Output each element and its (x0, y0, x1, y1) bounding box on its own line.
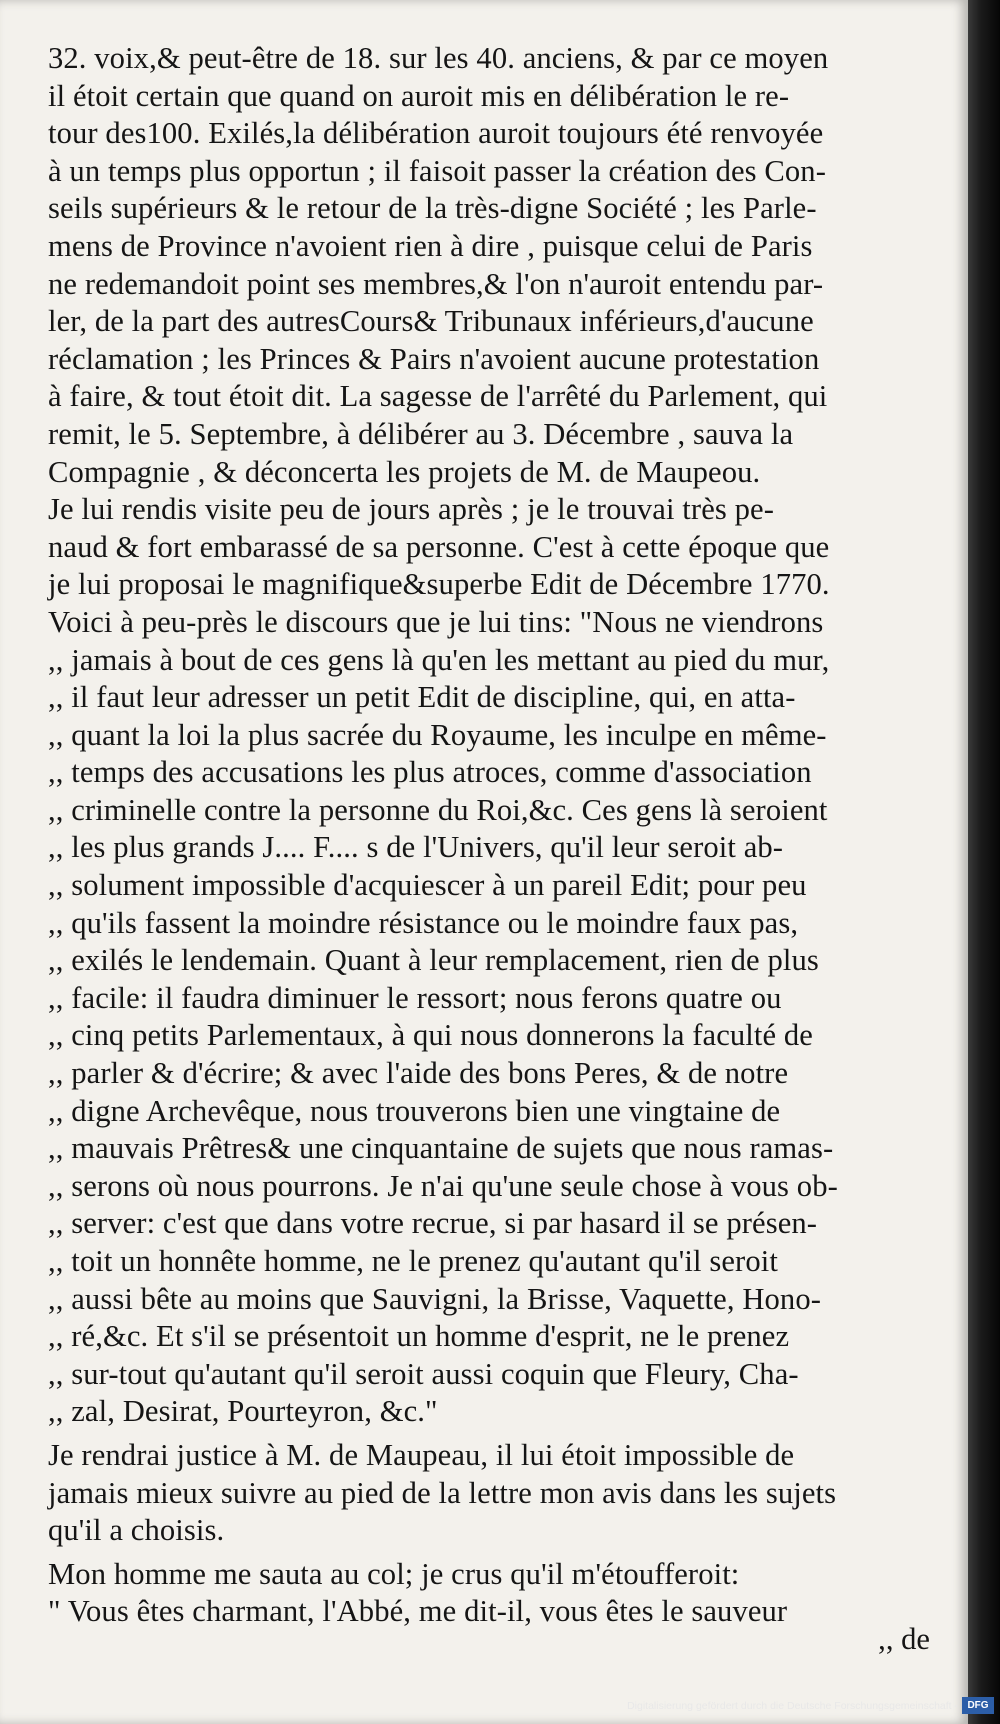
text-line: ,, exilés le lendemain. Quant à leur remplacement, rien de plus (48, 943, 819, 978)
text-line: ,, criminelle contre la personne du Roi,&c. Ces gens là seroient (48, 792, 828, 827)
text-line: qu'il a choisis. (48, 1513, 225, 1548)
text-line: seils supérieurs & le retour de la très-digne Société ; les Parle- (48, 191, 817, 226)
text-line: ,, qu'ils fassent la moindre résistance ou le moindre faux pas, (48, 905, 799, 940)
text-line: jamais mieux suivre au pied de la lettre mon avis dans les sujets (48, 1475, 837, 1510)
text-line: naud & fort embarassé de sa personne. C'est à cette époque que (48, 529, 830, 564)
text-line: ,, zal, Desirat, Pourteyron, &c." (48, 1394, 438, 1429)
text-line: ler, de la part des autresCours& Tribunaux inférieurs,d'aucune (48, 304, 814, 339)
text-line: " Vous êtes charmant, l'Abbé, me dit-il, vous êtes le sauveur (48, 1594, 788, 1629)
text-line: ,, ré,&c. Et s'il se présentoit un homme d'esprit, ne le prenez (48, 1319, 790, 1354)
text-line: ,, solument impossible d'acquiescer à un pareil Edit; pour peu (48, 868, 807, 903)
page-body-text (48, 40, 960, 1631)
text-line: ,, mauvais Prêtres& une cinquantaine de sujets que nous ramas- (48, 1131, 834, 1166)
funding-credit: Digitalisierung gefördert durch die Deutsche Forschungsgemeinschaft - (627, 1700, 958, 1712)
text-line: à faire, & tout étoit dit. La sagesse de l'arrêté du Parlement, qui (48, 379, 828, 414)
text-line: mens de Province n'avoient rien à dire , puisque celui de Paris (48, 228, 813, 263)
text-line: ,, jamais à bout de ces gens là qu'en les mettant au pied du mur, (48, 642, 830, 677)
text-line: Je rendrai justice à M. de Maupeau, il lui étoit impossible de (48, 1437, 795, 1472)
text-line: tour des100. Exilés,la délibération auroit toujours été renvoyée (48, 116, 824, 151)
page-edge-shadow (968, 0, 1000, 1724)
text-line: il étoit certain que quand on auroit mis en délibération le re- (48, 78, 790, 113)
text-line: ,, server: c'est que dans votre recrue, si par hasard il se présen- (48, 1206, 818, 1241)
text-line: réclamation ; les Princes & Pairs n'avoient aucune protestation (48, 341, 820, 376)
text-line: ,, digne Archevêque, nous trouverons bien une vingtaine de (48, 1093, 781, 1128)
text-line: ,, il faut leur adresser un petit Edit de discipline, qui, en atta- (48, 680, 796, 715)
text-line: 32. voix,& peut-être de 18. sur les 40. anciens, & par ce moyen (48, 41, 829, 75)
text-line: ,, les plus grands J.... F.... s de l'Univers, qu'il leur seroit ab- (48, 830, 784, 865)
text-line: ,, sur-tout qu'autant qu'il seroit aussi coquin que Fleury, Cha- (48, 1356, 799, 1391)
digitization-footer (0, 1688, 1000, 1724)
text-line: ,, serons où nous pourrons. Je n'ai qu'une seule chose à vous ob- (48, 1168, 838, 1203)
text-line: à un temps plus opportun ; il faisoit passer la création des Con- (48, 153, 826, 188)
text-line: Mon homme me sauta au col; je crus qu'il m'étoufferoit: (48, 1556, 740, 1591)
text-line: ,, aussi bête au moins que Sauvigni, la Brisse, Vaquette, Hono- (48, 1281, 822, 1316)
text-line: ,, temps des accusations les plus atroces, comme d'association (48, 755, 812, 790)
text-line: remit, le 5. Septembre, à délibérer au 3. Décembre , sauva la (48, 416, 794, 451)
text-line: ,, quant la loi la plus sacrée du Royaume, les inculpe en même- (48, 717, 827, 752)
text-line: Compagnie , & déconcerta les projets de M. de Maupeou. (48, 454, 761, 489)
text-line: ,, parler & d'écrire; & avec l'aide des bons Peres, & de notre (48, 1056, 789, 1091)
text-line: Voici à peu-près le discours que je lui tins: "Nous ne viendrons (48, 604, 824, 639)
text-line: ,, cinq petits Parlementaux, à qui nous donnerons la faculté de (48, 1018, 813, 1053)
text-line: Je lui rendis visite peu de jours après ; je le trouvai très pe- (48, 492, 774, 527)
catchword: ,, de (878, 1622, 930, 1656)
text-line: ,, toit un honnête homme, ne le prenez qu'autant qu'il seroit (48, 1244, 778, 1278)
text-line: ne redemandoit point ses membres,& l'on n'auroit entendu par- (48, 266, 824, 301)
text-line: je lui proposai le magnifique&superbe Edit de Décembre 1770. (48, 567, 830, 602)
dfg-logo-icon: DFG (962, 1697, 994, 1714)
text-line: ,, facile: il faudra diminuer le ressort; nous ferons quatre ou (48, 980, 782, 1015)
